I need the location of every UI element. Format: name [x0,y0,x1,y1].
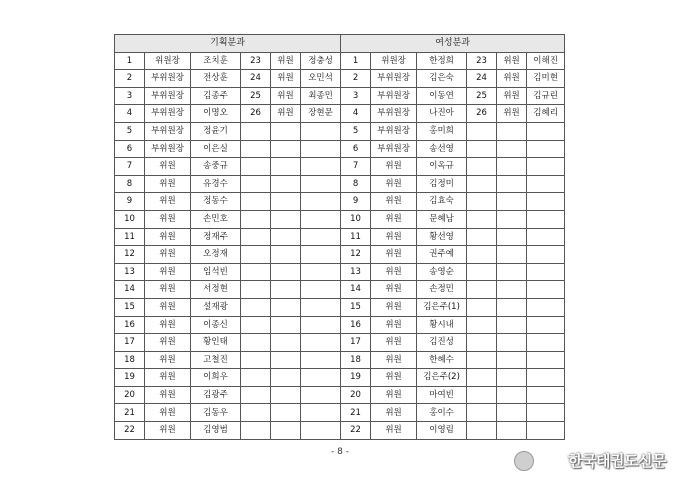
planning-name-cell: 전상훈 [191,70,241,88]
women-number-2-cell: 25 [467,87,497,105]
women-name-cell: 김은숙 [417,70,467,88]
table-row [115,298,565,316]
women-name-cell: 황시내 [417,316,467,334]
women-role-cell: 위원 [371,158,417,176]
planning-name-2-cell [301,404,341,422]
women-role-cell: 부위원장 [371,70,417,88]
women-name-cell: 송선영 [417,140,467,158]
table-row [115,122,565,140]
table-row [115,105,565,123]
women-name-cell: 마여빈 [417,386,467,404]
table-row [115,158,565,176]
women-number-cell: 15 [341,298,371,316]
planning-role-cell: 위원 [145,316,191,334]
planning-name-2-cell [301,298,341,316]
women-name-cell: 이영림 [417,422,467,440]
planning-name-cell: 임석빈 [191,263,241,281]
women-role-2-cell: 위원 [497,70,527,88]
women-number-2-cell [467,228,497,246]
planning-number-cell: 4 [115,105,145,123]
planning-name-cell: 서정현 [191,281,241,299]
planning-name-2-cell [301,158,341,176]
women-role-cell: 부위원장 [371,122,417,140]
planning-role-cell: 위원 [145,386,191,404]
planning-name-2-cell [301,210,341,228]
women-role-cell: 부위원장 [371,105,417,123]
planning-name-cell: 이은실 [191,140,241,158]
planning-number-cell: 5 [115,122,145,140]
women-name-2-cell [527,175,565,193]
women-number-2-cell [467,263,497,281]
planning-role-2-cell [271,228,301,246]
planning-role-2-cell: 위원 [271,70,301,88]
women-name-cell: 이옥규 [417,158,467,176]
women-number-2-cell [467,404,497,422]
planning-number-cell: 17 [115,334,145,352]
women-number-2-cell [467,175,497,193]
table-row [115,263,565,281]
women-name-2-cell [527,422,565,440]
planning-number-cell: 7 [115,158,145,176]
planning-number-cell: 6 [115,140,145,158]
women-number-2-cell [467,210,497,228]
planning-number-cell: 19 [115,369,145,387]
planning-role-2-cell [271,122,301,140]
planning-number-2-cell [241,369,271,387]
planning-name-cell: 조치훈 [191,52,241,70]
women-number-cell: 3 [341,87,371,105]
women-role-cell: 부위원장 [371,87,417,105]
watermark-logo-icon [514,451,534,471]
women-role-cell: 위원장 [371,52,417,70]
planning-name-2-cell [301,175,341,193]
roster-body [115,52,565,439]
page-number: - 8 - [331,447,349,457]
planning-number-cell: 8 [115,175,145,193]
women-role-2-cell [497,351,527,369]
table-row [115,404,565,422]
women-number-cell: 6 [341,140,371,158]
planning-name-2-cell: 최종민 [301,87,341,105]
women-role-2-cell [497,210,527,228]
planning-number-cell: 16 [115,316,145,334]
women-name-2-cell [527,369,565,387]
women-role-2-cell [497,122,527,140]
women-role-2-cell [497,422,527,440]
women-role-cell: 위원 [371,298,417,316]
planning-number-cell: 14 [115,281,145,299]
planning-role-cell: 위원 [145,404,191,422]
women-name-2-cell [527,122,565,140]
planning-number-2-cell [241,334,271,352]
planning-number-cell: 3 [115,87,145,105]
women-name-2-cell: 김규린 [527,87,565,105]
planning-number-2-cell [241,175,271,193]
planning-role-cell: 부위원장 [145,70,191,88]
planning-name-2-cell [301,246,341,264]
women-name-cell: 김효숙 [417,193,467,211]
women-number-cell: 17 [341,334,371,352]
planning-number-cell: 12 [115,246,145,264]
planning-role-cell: 위원 [145,175,191,193]
planning-number-2-cell [241,246,271,264]
table-row [115,210,565,228]
planning-role-cell: 부위원장 [145,105,191,123]
planning-name-cell: 유경수 [191,175,241,193]
women-name-cell: 한정희 [417,52,467,70]
women-role-cell: 위원 [371,246,417,264]
planning-name-2-cell [301,369,341,387]
women-number-2-cell: 24 [467,70,497,88]
committee-roster-table [114,34,565,440]
women-number-2-cell [467,193,497,211]
planning-name-cell: 설재광 [191,298,241,316]
women-number-2-cell [467,140,497,158]
women-role-cell: 위원 [371,351,417,369]
planning-number-2-cell [241,193,271,211]
women-name-2-cell: 김혜리 [527,105,565,123]
women-name-cell: 권주예 [417,246,467,264]
women-number-cell: 10 [341,210,371,228]
planning-number-cell: 10 [115,210,145,228]
planning-role-cell: 위원 [145,351,191,369]
planning-number-cell: 2 [115,70,145,88]
planning-number-cell: 15 [115,298,145,316]
women-number-cell: 9 [341,193,371,211]
watermark: 한국태권도신문 [568,452,666,470]
planning-role-2-cell [271,422,301,440]
women-number-2-cell [467,316,497,334]
planning-name-cell: 고철진 [191,351,241,369]
women-name-cell: 이동연 [417,87,467,105]
planning-role-2-cell [271,140,301,158]
women-role-cell: 위원 [371,404,417,422]
planning-number-2-cell [241,210,271,228]
planning-name-cell: 정윤기 [191,122,241,140]
planning-role-cell: 위원 [145,422,191,440]
planning-number-cell: 22 [115,422,145,440]
women-number-cell: 16 [341,316,371,334]
women-number-cell: 8 [341,175,371,193]
planning-role-2-cell [271,316,301,334]
planning-role-cell: 위원 [145,369,191,387]
planning-committee-header: 기획분과 [115,35,341,53]
planning-role-2-cell [271,263,301,281]
women-committee-header: 여성분과 [341,35,565,53]
women-name-cell: 한혜수 [417,351,467,369]
table-row [115,193,565,211]
women-role-2-cell [497,298,527,316]
women-role-2-cell [497,228,527,246]
planning-role-cell: 위원 [145,281,191,299]
planning-number-2-cell [241,140,271,158]
planning-role-cell: 위원 [145,263,191,281]
women-number-cell: 2 [341,70,371,88]
women-number-cell: 14 [341,281,371,299]
planning-number-2-cell [241,316,271,334]
women-role-2-cell [497,158,527,176]
planning-number-cell: 20 [115,386,145,404]
women-number-cell: 12 [341,246,371,264]
planning-role-cell: 부위원장 [145,140,191,158]
planning-name-2-cell: 장현문 [301,105,341,123]
planning-number-2-cell [241,351,271,369]
women-role-cell: 위원 [371,334,417,352]
women-number-2-cell [467,422,497,440]
planning-role-cell: 위원 [145,334,191,352]
planning-number-cell: 21 [115,404,145,422]
women-role-2-cell: 위원 [497,52,527,70]
planning-name-2-cell [301,351,341,369]
planning-number-2-cell: 26 [241,105,271,123]
women-name-2-cell [527,263,565,281]
planning-role-cell: 부위원장 [145,87,191,105]
planning-role-2-cell [271,193,301,211]
women-role-2-cell [497,193,527,211]
women-role-2-cell [497,386,527,404]
table-row [115,70,565,88]
women-name-2-cell [527,334,565,352]
women-name-cell: 황선영 [417,228,467,246]
women-name-cell: 김정미 [417,175,467,193]
planning-role-cell: 위원장 [145,52,191,70]
women-role-2-cell [497,369,527,387]
women-name-cell: 송영순 [417,263,467,281]
planning-role-2-cell [271,298,301,316]
planning-name-2-cell: 오민석 [301,70,341,88]
women-name-2-cell [527,281,565,299]
planning-number-cell: 11 [115,228,145,246]
planning-name-cell: 이종신 [191,316,241,334]
women-name-2-cell [527,298,565,316]
women-name-cell: 김진성 [417,334,467,352]
women-number-cell: 4 [341,105,371,123]
planning-name-cell: 손민호 [191,210,241,228]
table-row [115,281,565,299]
women-name-2-cell [527,193,565,211]
planning-role-2-cell: 위원 [271,52,301,70]
women-name-cell: 김은주(2) [417,369,467,387]
planning-role-2-cell [271,210,301,228]
women-name-cell: 손정민 [417,281,467,299]
women-number-cell: 5 [341,122,371,140]
planning-role-2-cell [271,334,301,352]
women-role-2-cell [497,404,527,422]
planning-name-2-cell: 정충성 [301,52,341,70]
planning-number-cell: 1 [115,52,145,70]
planning-number-2-cell [241,422,271,440]
women-role-cell: 위원 [371,422,417,440]
planning-number-cell: 18 [115,351,145,369]
women-name-2-cell [527,246,565,264]
women-name-cell: 문혜남 [417,210,467,228]
women-role-2-cell [497,263,527,281]
table-row [115,246,565,264]
women-name-2-cell [527,404,565,422]
women-role-cell: 위원 [371,210,417,228]
planning-number-2-cell [241,404,271,422]
table-row [115,175,565,193]
planning-role-cell: 위원 [145,298,191,316]
planning-name-2-cell [301,316,341,334]
women-name-2-cell [527,140,565,158]
women-number-2-cell [467,369,497,387]
table-row [115,422,565,440]
planning-name-2-cell [301,334,341,352]
women-name-cell: 홍미희 [417,122,467,140]
planning-number-cell: 13 [115,263,145,281]
women-name-cell: 나진아 [417,105,467,123]
women-role-cell: 위원 [371,281,417,299]
women-name-cell: 김은주(1) [417,298,467,316]
planning-name-2-cell [301,263,341,281]
women-number-2-cell [467,122,497,140]
women-number-2-cell [467,386,497,404]
planning-role-cell: 부위원장 [145,122,191,140]
women-role-cell: 위원 [371,228,417,246]
planning-role-2-cell [271,404,301,422]
women-role-2-cell: 위원 [497,105,527,123]
planning-number-2-cell [241,298,271,316]
table-row [115,52,565,70]
women-role-cell: 위원 [371,386,417,404]
planning-number-2-cell [241,228,271,246]
planning-name-cell: 김영범 [191,422,241,440]
women-number-cell: 18 [341,351,371,369]
women-number-cell: 11 [341,228,371,246]
planning-number-2-cell: 25 [241,87,271,105]
table-row [115,386,565,404]
women-number-2-cell [467,246,497,264]
women-number-2-cell [467,334,497,352]
planning-role-2-cell [271,386,301,404]
women-name-2-cell [527,158,565,176]
table-row [115,140,565,158]
planning-number-2-cell [241,263,271,281]
women-number-cell: 13 [341,263,371,281]
women-number-2-cell: 26 [467,105,497,123]
planning-number-2-cell: 23 [241,52,271,70]
planning-role-2-cell [271,351,301,369]
planning-role-2-cell [271,369,301,387]
women-role-2-cell [497,281,527,299]
planning-role-2-cell [271,158,301,176]
planning-role-cell: 위원 [145,193,191,211]
women-number-cell: 7 [341,158,371,176]
women-name-2-cell [527,316,565,334]
planning-role-2-cell: 위원 [271,87,301,105]
planning-role-cell: 위원 [145,228,191,246]
planning-name-cell: 김동우 [191,404,241,422]
women-role-cell: 부위원장 [371,140,417,158]
women-role-cell: 위원 [371,263,417,281]
planning-name-2-cell [301,122,341,140]
planning-name-2-cell [301,386,341,404]
table-row [115,228,565,246]
table-row [115,369,565,387]
women-number-2-cell [467,158,497,176]
planning-name-2-cell [301,422,341,440]
planning-name-2-cell [301,228,341,246]
planning-name-2-cell [301,140,341,158]
women-name-cell: 홍이수 [417,404,467,422]
planning-role-cell: 위원 [145,210,191,228]
women-role-cell: 위원 [371,193,417,211]
planning-number-2-cell [241,386,271,404]
women-number-2-cell [467,351,497,369]
planning-name-cell: 정동수 [191,193,241,211]
table-row [115,351,565,369]
women-name-2-cell [527,386,565,404]
planning-name-cell: 김광주 [191,386,241,404]
women-name-2-cell [527,228,565,246]
planning-name-cell: 이명오 [191,105,241,123]
planning-name-2-cell [301,281,341,299]
planning-number-2-cell [241,281,271,299]
women-number-cell: 20 [341,386,371,404]
table-row [115,316,565,334]
women-name-2-cell [527,210,565,228]
women-number-cell: 21 [341,404,371,422]
women-number-2-cell [467,281,497,299]
planning-role-cell: 위원 [145,158,191,176]
planning-name-cell: 황인태 [191,334,241,352]
women-name-2-cell: 김미현 [527,70,565,88]
women-role-2-cell [497,246,527,264]
women-number-cell: 19 [341,369,371,387]
planning-name-cell: 정재주 [191,228,241,246]
planning-role-2-cell [271,246,301,264]
women-number-2-cell: 23 [467,52,497,70]
planning-role-2-cell: 위원 [271,105,301,123]
table-row [115,334,565,352]
planning-role-cell: 위원 [145,246,191,264]
women-role-2-cell [497,316,527,334]
planning-name-cell: 오정재 [191,246,241,264]
planning-role-2-cell [271,281,301,299]
planning-name-cell: 김종주 [191,87,241,105]
table-header-row [115,35,565,53]
women-role-cell: 위원 [371,369,417,387]
planning-name-2-cell [301,193,341,211]
planning-number-2-cell [241,122,271,140]
women-role-cell: 위원 [371,175,417,193]
women-number-2-cell [467,298,497,316]
planning-number-cell: 9 [115,193,145,211]
women-role-2-cell [497,175,527,193]
planning-name-cell: 송중규 [191,158,241,176]
women-name-2-cell [527,351,565,369]
planning-number-2-cell: 24 [241,70,271,88]
women-name-2-cell: 이해진 [527,52,565,70]
women-number-cell: 1 [341,52,371,70]
planning-number-2-cell [241,158,271,176]
table-row [115,87,565,105]
planning-name-cell: 이희우 [191,369,241,387]
women-role-2-cell [497,140,527,158]
women-role-2-cell [497,334,527,352]
women-role-cell: 위원 [371,316,417,334]
women-number-cell: 22 [341,422,371,440]
women-role-2-cell: 위원 [497,87,527,105]
planning-role-2-cell [271,175,301,193]
